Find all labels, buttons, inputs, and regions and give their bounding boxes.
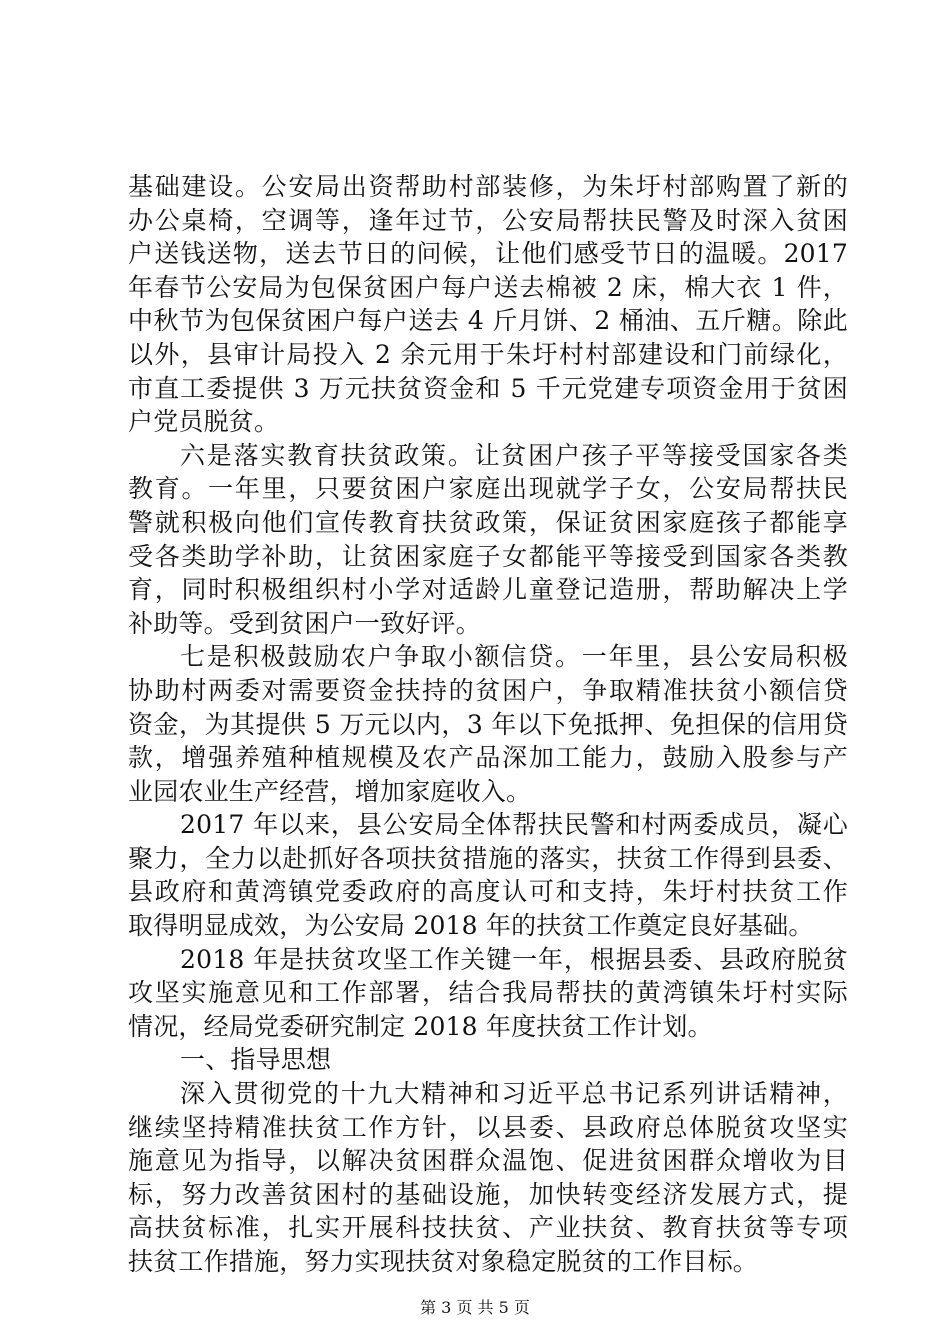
text-line: 基础建设。公安局出资帮助村部装修，为朱圩村部购置了新的: [128, 172, 848, 201]
text-line: 户党员脱贫。: [128, 407, 280, 437]
text-line: 取得明显成效，为公安局 2018 年的扶贫工作奠定良好基础。: [128, 911, 814, 941]
text-line: 标，努力改善贫困村的基础设施，加快转变经济发展方式，提: [128, 1179, 848, 1209]
text-line: 扶贫工作措施，努力实现扶贫对象稳定脱贫的工作目标。: [128, 1247, 759, 1276]
paragraph: [128, 1043, 848, 1077]
document-body: [128, 170, 848, 1279]
text-line: 以外，县审计局投入 2 余元用于朱圩村村部建设和门前绿化，: [128, 339, 848, 369]
text-line: 2018 年是扶贫攻坚工作关键一年，根据县委、县政府脱贫: [180, 944, 848, 974]
text-line: 育，同时积极组织村小学对适龄儿童登记造册，帮助解决上学: [128, 575, 848, 605]
paragraph: [128, 640, 848, 808]
text-line: 年春节公安局为包保贫困户每户送去棉被 2 床，棉大衣 1 件，: [128, 272, 848, 302]
text-line: 聚力，全力以赴抓好各项扶贫措施的落实，扶贫工作得到县委、: [128, 843, 848, 873]
page-footer: 第 3 页 共 5 页: [420, 1298, 530, 1317]
text-line: 2017 年以来，县公安局全体帮扶民警和村两委成员，凝心: [180, 810, 848, 840]
paragraph: [128, 170, 848, 439]
text-line: 协助村两委对需要资金扶持的贫困户，争取精准扶贫小额信贷: [128, 675, 848, 705]
text-line: 补助等。受到贫困户一致好评。: [128, 608, 481, 638]
paragraph: [128, 1077, 848, 1279]
text-line: 一、指导思想: [180, 1045, 332, 1075]
text-line: 资金，为其提供 5 万元以内，3 年以下免抵押、免担保的信用贷: [128, 709, 848, 739]
text-line: 情况，经局党委研究制定 2018 年度扶贫工作计划。: [128, 1011, 713, 1041]
text-line: 业园农业生产经营，增加家庭收入。: [128, 776, 532, 806]
text-line: 中秋节为包保贫困户每户送去 4 斤月饼、2 桶油、五斤糖。除此: [128, 306, 848, 336]
text-line: 市直工委提供 3 万元扶贫资金和 5 千元党建专项资金用于贫困: [128, 373, 848, 403]
paragraph: [128, 439, 848, 641]
text-line: 深入贯彻党的十九大精神和习近平总书记系列讲话精神，: [180, 1079, 848, 1109]
text-line: 县政府和黄湾镇党委政府的高度认可和支持，朱圩村扶贫工作: [128, 877, 848, 907]
paragraph: [128, 943, 848, 1044]
text-line: 施意见为指导，以解决贫困群众温饱、促进贫困群众增收为目: [128, 1146, 848, 1176]
text-line: 六是落实教育扶贫政策。让贫困户孩子平等接受国家各类: [180, 440, 848, 470]
text-line: 受各类助学补助，让贫困家庭子女都能平等接受到国家各类教: [128, 541, 848, 571]
text-line: 办公桌椅，空调等，逢年过节，公安局帮扶民警及时深入贫困: [128, 205, 848, 235]
text-line: 高扶贫标准，扎实开展科技扶贫、产业扶贫、教育扶贫等专项: [128, 1213, 848, 1243]
text-line: 户送钱送物，送去节日的问候，让他们感受节日的温暖。2017: [128, 239, 848, 269]
text-line: 教育。一年里，只要贫困户家庭出现就学子女，公安局帮扶民: [128, 474, 848, 504]
paragraph: [128, 808, 848, 942]
text-line: 七是积极鼓励农户争取小额信贷。一年里，县公安局积极: [180, 642, 848, 672]
text-line: 警就积极向他们宣传教育扶贫政策，保证贫困家庭孩子都能享: [128, 507, 848, 537]
text-line: 继续坚持精准扶贫工作方针，以县委、县政府总体脱贫攻坚实: [128, 1112, 848, 1142]
text-line: 攻坚实施意见和工作部署，结合我局帮扶的黄湾镇朱圩村实际: [128, 978, 848, 1008]
text-line: 款，增强养殖种植规模及农产品深加工能力，鼓励入股参与产: [128, 743, 848, 773]
